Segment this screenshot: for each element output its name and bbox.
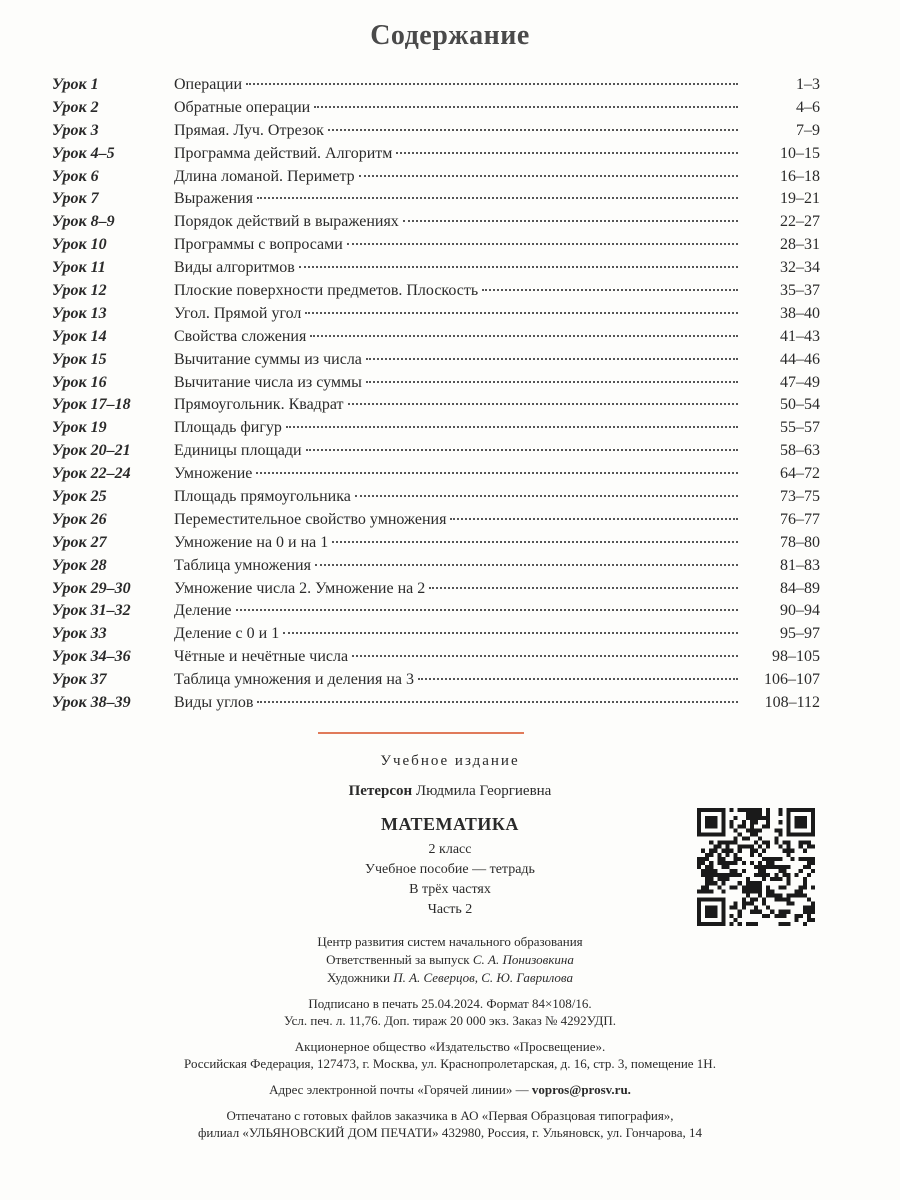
toc-topic: Программа действий. Алгоритм: [174, 144, 393, 162]
toc-topic: Прямоугольник. Квадрат: [174, 396, 344, 414]
divider: [318, 732, 524, 734]
toc-lesson: Урок 22–24: [52, 465, 131, 483]
center-name: Центр развития систем начального образования: [317, 934, 583, 949]
toc-topic-wrap: [174, 303, 742, 326]
book-kind: Учебное пособие — тетрадь: [365, 862, 535, 877]
toc-pages: 64–72: [780, 465, 820, 483]
toc-lesson: Урок 7: [52, 190, 99, 208]
toc-lesson: Урок 31–32: [52, 602, 131, 620]
toc-leader-dots: [418, 678, 738, 680]
table-of-contents: [52, 74, 820, 715]
toc-topic-wrap: [174, 623, 742, 646]
responsible: [0, 952, 900, 968]
toc-row: [52, 646, 820, 669]
printed-line-1: Отпечатано с готовых файлов заказчика в АО «Первая Образцовая типография»,: [226, 1108, 674, 1123]
signed-info: Подписано в печать 25.04.2024. Формат 84×108/16.: [308, 996, 592, 1011]
toc-pages: 22–27: [780, 213, 820, 231]
toc-row: [52, 509, 820, 532]
artists-names: П. А. Северцов, С. Ю. Гаврилова: [393, 970, 573, 985]
toc-topic: Прямая. Луч. Отрезок: [174, 121, 324, 139]
toc-lesson: Урок 12: [52, 282, 107, 300]
toc-topic-wrap: [174, 120, 742, 143]
toc-topic: Плоские поверхности предметов. Плоскость: [174, 282, 479, 300]
toc-leader-dots: [348, 403, 739, 405]
subject: МАТЕМАТИКА: [381, 814, 519, 834]
toc-topic-wrap: [174, 578, 742, 601]
toc-pages: 35–37: [780, 282, 820, 300]
toc-pages: 55–57: [780, 419, 820, 437]
toc-topic-wrap: [174, 646, 742, 669]
toc-pages: 58–63: [780, 442, 820, 460]
toc-row: [52, 234, 820, 257]
email-address: vopros@prosv.ru.: [531, 1082, 631, 1097]
toc-leader-dots: [482, 289, 738, 291]
grade: 2 класс: [428, 842, 472, 857]
toc-pages: 10–15: [780, 144, 820, 162]
toc-pages: 76–77: [780, 510, 820, 528]
toc-lesson: Урок 28: [52, 556, 107, 574]
toc-lesson: Урок 4–5: [52, 144, 115, 162]
toc-pages: 19–21: [780, 190, 820, 208]
toc-pages: 50–54: [780, 396, 820, 414]
toc-row: [52, 97, 820, 120]
toc-topic-wrap: [174, 669, 742, 692]
toc-pages: 38–40: [780, 304, 820, 322]
toc-leader-dots: [283, 632, 738, 634]
toc-leader-dots: [256, 472, 738, 474]
author-surname: Петерсон: [348, 783, 413, 799]
toc-row: [52, 486, 820, 509]
toc-topic-wrap: [174, 74, 742, 97]
toc-lesson: Урок 19: [52, 419, 107, 437]
toc-topic-wrap: [174, 532, 742, 555]
toc-topic: Порядок действий в выражениях: [174, 213, 399, 231]
toc-leader-dots: [315, 564, 738, 566]
publisher: Акционерное общество «Издательство «Просвещение».: [294, 1039, 606, 1054]
toc-topic: Таблица умножения: [174, 556, 311, 574]
toc-lesson: Урок 26: [52, 510, 107, 528]
toc-leader-dots: [366, 381, 738, 383]
toc-topic-wrap: [174, 509, 742, 532]
toc-pages: 44–46: [780, 350, 820, 368]
toc-row: [52, 120, 820, 143]
toc-topic-wrap: [174, 394, 742, 417]
toc-leader-dots: [355, 495, 738, 497]
page-title: Содержание: [370, 20, 530, 51]
toc-lesson: Урок 20–21: [52, 442, 131, 460]
email-label: Адрес электронной почты «Горячей линии» —: [269, 1082, 529, 1097]
toc-topic-wrap: [174, 280, 742, 303]
toc-leader-dots: [347, 243, 738, 245]
toc-pages: 84–89: [780, 579, 820, 597]
toc-pages: 47–49: [780, 373, 820, 391]
toc-lesson: Урок 8–9: [52, 213, 115, 231]
toc-pages: 7–9: [796, 121, 820, 139]
toc-lesson: Урок 16: [52, 373, 107, 391]
responsible-label: Ответственный за выпуск: [326, 952, 470, 967]
toc-row: [52, 417, 820, 440]
toc-lesson: Урок 13: [52, 304, 107, 322]
book-part: Часть 2: [427, 902, 473, 917]
toc-pages: 78–80: [780, 533, 820, 551]
toc-topic-wrap: [174, 486, 742, 509]
toc-row: [52, 211, 820, 234]
toc-leader-dots: [246, 83, 738, 85]
toc-row: [52, 188, 820, 211]
toc-topic: Вычитание числа из суммы: [174, 373, 362, 391]
toc-leader-dots: [352, 655, 738, 657]
toc-pages: 90–94: [780, 602, 820, 620]
toc-topic: Площадь фигур: [174, 419, 282, 437]
toc-lesson: Урок 6: [52, 167, 99, 185]
toc-lesson: Урок 33: [52, 625, 107, 643]
toc-leader-dots: [396, 152, 738, 154]
toc-topic-wrap: [174, 166, 742, 189]
author: [0, 783, 900, 800]
responsible-name: С. А. Понизовкина: [472, 952, 574, 967]
toc-row: [52, 166, 820, 189]
toc-row: [52, 692, 820, 715]
toc-topic-wrap: [174, 143, 742, 166]
toc-pages: 95–97: [780, 625, 820, 643]
toc-topic: Единицы площади: [174, 442, 302, 460]
toc-leader-dots: [257, 197, 738, 199]
toc-pages: 81–83: [780, 556, 820, 574]
toc-topic-wrap: [174, 372, 742, 395]
toc-row: [52, 394, 820, 417]
toc-pages: 108–112: [764, 694, 820, 712]
toc-lesson: Урок 34–36: [52, 648, 131, 666]
toc-lesson: Урок 11: [52, 259, 106, 277]
toc-topic-wrap: [174, 440, 742, 463]
toc-leader-dots: [450, 518, 738, 520]
toc-topic-wrap: [174, 555, 742, 578]
toc-topic: Умножение на 0 и на 1: [174, 533, 329, 551]
artists: [0, 970, 900, 986]
toc-topic: Операции: [174, 76, 243, 93]
toc-pages: 4–6: [796, 98, 820, 116]
printed-line-2: филиал «УЛЬЯНОВСКИЙ ДОМ ПЕЧАТИ» 432980, Россия, г. Ульяновск, ул. Гончарова, 14: [197, 1125, 703, 1140]
toc-lesson: Урок 3: [52, 121, 99, 139]
toc-leader-dots: [314, 106, 738, 108]
toc-lesson: Урок 1: [52, 76, 99, 93]
qr-code-icon: [697, 808, 815, 926]
toc-pages: 32–34: [780, 259, 820, 277]
toc-row: [52, 326, 820, 349]
toc-leader-dots: [310, 335, 738, 337]
toc-leader-dots: [305, 312, 738, 314]
toc-leader-dots: [366, 358, 738, 360]
toc-lesson: Урок 15: [52, 350, 107, 368]
hotline-email: [0, 1082, 900, 1098]
toc-topic: Чётные и нечётные числа: [174, 648, 349, 666]
toc-topic-wrap: [174, 188, 742, 211]
toc-pages: 1–3: [796, 76, 820, 93]
toc-row: [52, 532, 820, 555]
toc-leader-dots: [299, 266, 738, 268]
toc-pages: 28–31: [780, 236, 820, 254]
toc-row: [52, 555, 820, 578]
toc-leader-dots: [286, 426, 738, 428]
toc-row: [52, 303, 820, 326]
toc-pages: 106–107: [764, 671, 820, 689]
toc-topic: Длина ломаной. Периметр: [174, 167, 355, 185]
toc-lesson: Урок 29–30: [52, 579, 131, 597]
toc-lesson: Урок 37: [52, 671, 107, 689]
toc-leader-dots: [236, 609, 738, 611]
toc-lesson: Урок 27: [52, 533, 107, 551]
toc-topic: Обратные операции: [174, 98, 311, 116]
toc-row: [52, 600, 820, 623]
toc-topic-wrap: [174, 600, 742, 623]
toc-lesson: Урок 38–39: [52, 694, 131, 712]
toc-topic-wrap: [174, 349, 742, 372]
toc-lesson: Урок 2: [52, 98, 99, 116]
toc-row: [52, 440, 820, 463]
artists-label: Художники: [327, 970, 390, 985]
toc-row: [52, 280, 820, 303]
publisher-address: Российская Федерация, 127473, г. Москва, ул. Краснопролетарская, д. 16, стр. 3, помещение 1Н.: [184, 1056, 716, 1071]
toc-lesson: Урок 17–18: [52, 396, 131, 414]
toc-topic: Переместительное свойство умножения: [174, 510, 447, 528]
toc-row: [52, 463, 820, 486]
author-name: Людмила Георгиевна: [415, 783, 552, 799]
toc-topic: Выражения: [174, 190, 253, 208]
toc-topic: Угол. Прямой угол: [174, 304, 302, 322]
print-info: Усл. печ. л. 11,76. Доп. тираж 20 000 экз. Заказ № 4292УДП.: [283, 1013, 617, 1028]
toc-topic: Умножение числа 2. Умножение на 2: [174, 579, 426, 597]
toc-topic-wrap: [174, 326, 742, 349]
toc-topic: Площадь прямоугольника: [174, 488, 351, 506]
toc-topic: Таблица умножения и деления на 3: [174, 671, 414, 689]
toc-topic-wrap: [174, 211, 742, 234]
toc-leader-dots: [257, 701, 738, 703]
toc-topic-wrap: [174, 234, 742, 257]
toc-topic: Программы с вопросами: [174, 236, 343, 254]
toc-row: [52, 143, 820, 166]
toc-row: [52, 349, 820, 372]
toc-topic-wrap: [174, 257, 742, 280]
toc-topic: Деление: [174, 602, 232, 620]
toc-lesson: Урок 25: [52, 488, 107, 506]
toc-pages: 16–18: [780, 167, 820, 185]
toc-pages: 98–105: [772, 648, 820, 666]
toc-topic: Деление с 0 и 1: [174, 625, 280, 643]
toc-lesson: Урок 10: [52, 236, 107, 254]
toc-row: [52, 578, 820, 601]
toc-topic-wrap: [174, 692, 742, 715]
toc-topic: Свойства сложения: [174, 327, 307, 345]
toc-leader-dots: [306, 449, 738, 451]
toc-row: [52, 669, 820, 692]
toc-row: [52, 257, 820, 280]
toc-pages: 41–43: [780, 327, 820, 345]
toc-leader-dots: [429, 587, 738, 589]
toc-topic: Виды углов: [174, 694, 254, 712]
toc-lesson: Урок 14: [52, 327, 107, 345]
toc-topic: Виды алгоритмов: [174, 259, 295, 277]
toc-topic: Умножение: [174, 465, 253, 483]
toc-leader-dots: [332, 541, 738, 543]
toc-leader-dots: [403, 220, 738, 222]
toc-row: [52, 372, 820, 395]
toc-topic-wrap: [174, 417, 742, 440]
toc-row: [52, 623, 820, 646]
edition-type: Учебное издание: [380, 753, 520, 769]
toc-leader-dots: [359, 175, 738, 177]
book-parts: В трёх частях: [409, 882, 491, 897]
toc-row: [52, 74, 820, 97]
toc-pages: 73–75: [780, 488, 820, 506]
toc-topic: Вычитание суммы из числа: [174, 350, 362, 368]
toc-topic-wrap: [174, 97, 742, 120]
toc-leader-dots: [328, 129, 738, 131]
toc-topic-wrap: [174, 463, 742, 486]
